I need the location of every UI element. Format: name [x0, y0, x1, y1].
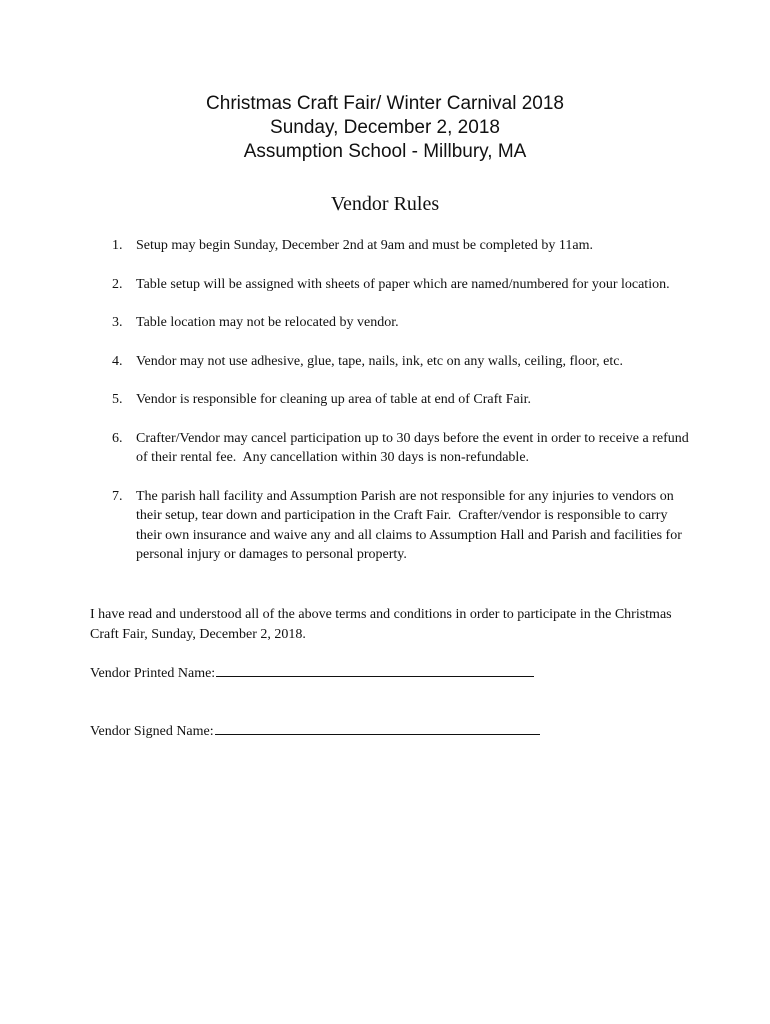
- event-title: Christmas Craft Fair/ Winter Carnival 2018: [206, 93, 564, 114]
- rule-text: Crafter/Vendor may cancel participation up to 30 days before the event in order to receive a refund of their rental fee. Any cancellation within 30 days is non-refundable.: [136, 430, 693, 465]
- printed-name-label: Vendor Printed Name:: [90, 666, 216, 681]
- signed-name-field: [90, 721, 540, 742]
- rule-number: 4.: [112, 353, 123, 369]
- rule-item: [90, 275, 690, 295]
- rule-item: [90, 352, 690, 372]
- rule-text: Table setup will be assigned with sheets of paper which are named/numbered for your location.: [136, 276, 670, 292]
- rule-number: 6.: [112, 430, 123, 446]
- signed-name-line[interactable]: [215, 721, 540, 735]
- rule-text: Vendor may not use adhesive, glue, tape, nails, ink, etc on any walls, ceiling, floor, etc.: [136, 353, 623, 369]
- rule-item: [90, 236, 690, 256]
- rule-number: 5.: [112, 392, 123, 407]
- rule-number: 3.: [112, 315, 123, 330]
- printed-name-line[interactable]: [216, 663, 534, 677]
- rule-item: [90, 390, 690, 410]
- rule-number: 2.: [112, 276, 123, 292]
- rule-item: [90, 313, 690, 333]
- printed-name-field: [90, 663, 534, 684]
- section-title: Vendor Rules: [330, 193, 440, 215]
- rule-text: The parish hall facility and Assumption Parish are not responsible for any injuries to vendors on their setup, tear down and participation in the Craft Fair. Crafter/vendor is responsible to carry their own insurance and waive any and all claims to Assumption Hall and Parish and facilities for personal injury or damages to personal property.: [136, 488, 686, 562]
- rule-number: 7.: [112, 488, 123, 504]
- signed-name-label: Vendor Signed Name:: [90, 724, 214, 739]
- acknowledgement-text: I have read and understood all of the above terms and conditions in order to participate in the Christmas Craft Fair, Sunday, December 2, 2018.: [90, 607, 672, 642]
- event-date: Sunday, December 2, 2018: [270, 117, 500, 138]
- event-location: Assumption School - Millbury, MA: [243, 141, 527, 162]
- rule-item: [90, 487, 690, 565]
- rule-number: 1.: [112, 238, 123, 253]
- rules-list: [90, 236, 693, 584]
- rule-text: Table location may not be relocated by vendor.: [136, 315, 399, 330]
- rule-text: Setup may begin Sunday, December 2nd at 9am and must be completed by 11am.: [136, 238, 593, 253]
- rule-item: [90, 429, 693, 468]
- rule-text: Vendor is responsible for cleaning up area of table at end of Craft Fair.: [136, 392, 531, 407]
- document-header: [0, 92, 770, 164]
